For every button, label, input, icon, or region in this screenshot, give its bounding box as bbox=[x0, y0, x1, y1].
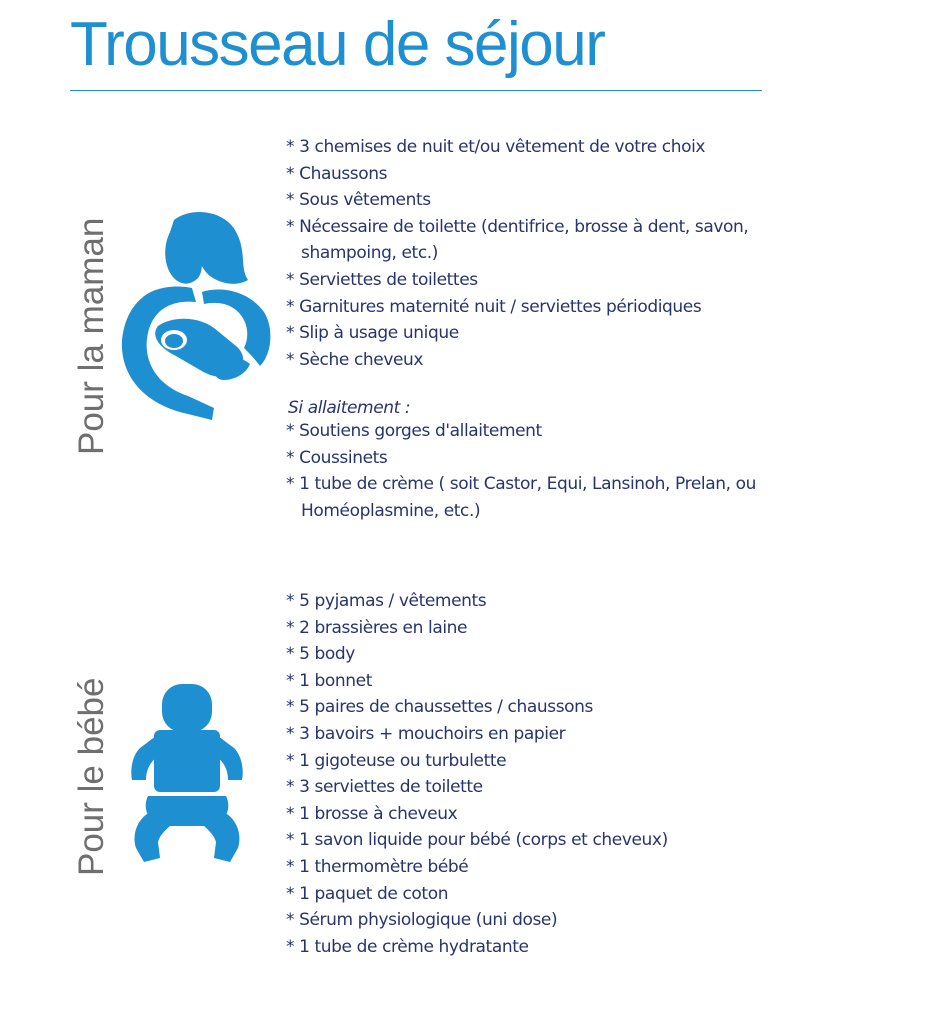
list-item: * Garnitures maternité nuit / serviettes périodiques bbox=[286, 294, 806, 321]
list-item: * 5 pyjamas / vêtements bbox=[286, 588, 806, 615]
list-item: * 3 chemises de nuit et/ou vêtement de votre choix bbox=[286, 134, 806, 161]
baby-icon bbox=[128, 684, 246, 862]
list-item: * 1 tube de crème hydratante bbox=[286, 934, 806, 961]
allaitement-heading: Si allaitement : bbox=[288, 398, 411, 418]
mother-breastfeeding-icon bbox=[118, 208, 274, 420]
section-label-bebe: Pour le bébé bbox=[72, 677, 111, 876]
list-item: * 1 paquet de coton bbox=[286, 881, 806, 908]
list-item: * 5 paires de chaussettes / chaussons bbox=[286, 694, 806, 721]
list-item: * Serviettes de toilettes bbox=[286, 267, 806, 294]
list-item: * 3 serviettes de toilette bbox=[286, 774, 806, 801]
list-item: * 5 body bbox=[286, 641, 806, 668]
list-item: * Sérum physiologique (uni dose) bbox=[286, 907, 806, 934]
list-item: * 3 bavoirs + mouchoirs en papier bbox=[286, 721, 806, 748]
bebe-items-list bbox=[286, 588, 806, 960]
allaitement-items-list bbox=[286, 418, 806, 524]
list-item: * 1 brosse à cheveux bbox=[286, 801, 806, 828]
list-item: * Chaussons bbox=[286, 161, 806, 188]
list-item: * 1 bonnet bbox=[286, 668, 806, 695]
list-item: * 1 tube de crème ( soit Castor, Equi, Lansinoh, Prelan, ou Homéoplasmine, etc.) bbox=[286, 471, 806, 524]
list-item: * Coussinets bbox=[286, 445, 806, 472]
list-item: * Soutiens gorges d'allaitement bbox=[286, 418, 806, 445]
section-label-maman: Pour la maman bbox=[72, 217, 111, 455]
list-item: * 1 thermomètre bébé bbox=[286, 854, 806, 881]
list-item: * Nécessaire de toilette (dentifrice, brosse à dent, savon, shampoing, etc.) bbox=[286, 214, 806, 267]
list-item: * 1 savon liquide pour bébé (corps et cheveux) bbox=[286, 827, 806, 854]
page-title: Trousseau de séjour bbox=[70, 10, 605, 79]
list-item: * Sèche cheveux bbox=[286, 347, 806, 374]
maman-items-list bbox=[286, 134, 806, 373]
title-divider bbox=[70, 90, 762, 91]
list-item: * 2 brassières en laine bbox=[286, 615, 806, 642]
list-item: * Sous vêtements bbox=[286, 187, 806, 214]
list-item: * Slip à usage unique bbox=[286, 320, 806, 347]
list-item: * 1 gigoteuse ou turbulette bbox=[286, 748, 806, 775]
